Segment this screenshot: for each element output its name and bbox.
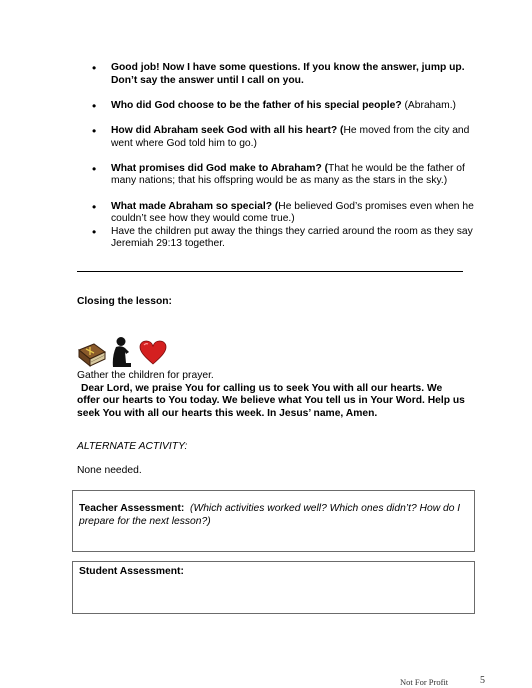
teacher-assessment-box[interactable] — [72, 490, 475, 552]
alternate-activity-text: None needed. — [77, 465, 142, 476]
footer-text: Not For Profit — [400, 677, 449, 687]
closing-heading: Closing the lesson: — [77, 296, 172, 307]
list-item — [92, 62, 482, 87]
teacher-assessment-content — [79, 503, 467, 528]
answer-text: That he would be the father of many nations; that his offspring would be as many as the stars in the sky.) — [111, 162, 465, 187]
question-text: Good job! Now I have some questions. If you know the answer, jump up. Don’t say the answer until I call on you. — [111, 62, 465, 86]
question-text: How did Abraham seek God with all his heart? ( — [111, 124, 344, 136]
list-item — [92, 201, 482, 226]
teacher-assessment-prompt: (Which activities worked well? Which ones didn’t? How do I prepare for the next lesson?) — [79, 503, 461, 527]
bible-icon — [77, 342, 107, 368]
list-item — [92, 163, 482, 188]
question-text: Who did God choose to be the father of his special people? — [111, 99, 402, 111]
answer-text: (Abraham.) — [401, 99, 456, 111]
answer-text: He believed God’s promises even when he couldn’t see how they would come true.) — [111, 200, 474, 225]
heart-icon — [139, 340, 167, 365]
list-item — [92, 226, 482, 251]
list-item — [92, 125, 482, 150]
closing-icons — [77, 336, 169, 368]
question-list — [92, 62, 482, 251]
page-number: 5 — [480, 675, 485, 686]
alternate-activity-label: ALTERNATE ACTIVITY: — [77, 441, 188, 452]
prayer-text: Dear Lord, we praise You for calling us to seek You with all our hearts. We offer our hearts to You today. We believe what You tell us in Your Word. Help us seek You with all our hearts this week. In Jesus’ name, Amen. — [77, 383, 465, 419]
answer-text: He moved from the city and went where God told him to go.) — [111, 124, 470, 149]
praying-child-icon — [110, 336, 134, 368]
question-text: What made Abraham so special? ( — [111, 200, 279, 212]
section-divider — [77, 271, 463, 272]
student-assessment-box[interactable] — [72, 561, 475, 614]
list-item — [92, 100, 482, 113]
student-assessment-label: Student Assessment: — [79, 566, 184, 577]
teacher-assessment-label: Teacher Assessment: — [79, 503, 185, 514]
question-text: What promises did God make to Abraham? ( — [111, 162, 329, 174]
prayer-instruction: Gather the children for prayer. — [77, 370, 214, 381]
answer-text: Have the children put away the things they carried around the room as they say Jeremiah 29:13 together. — [111, 225, 473, 250]
